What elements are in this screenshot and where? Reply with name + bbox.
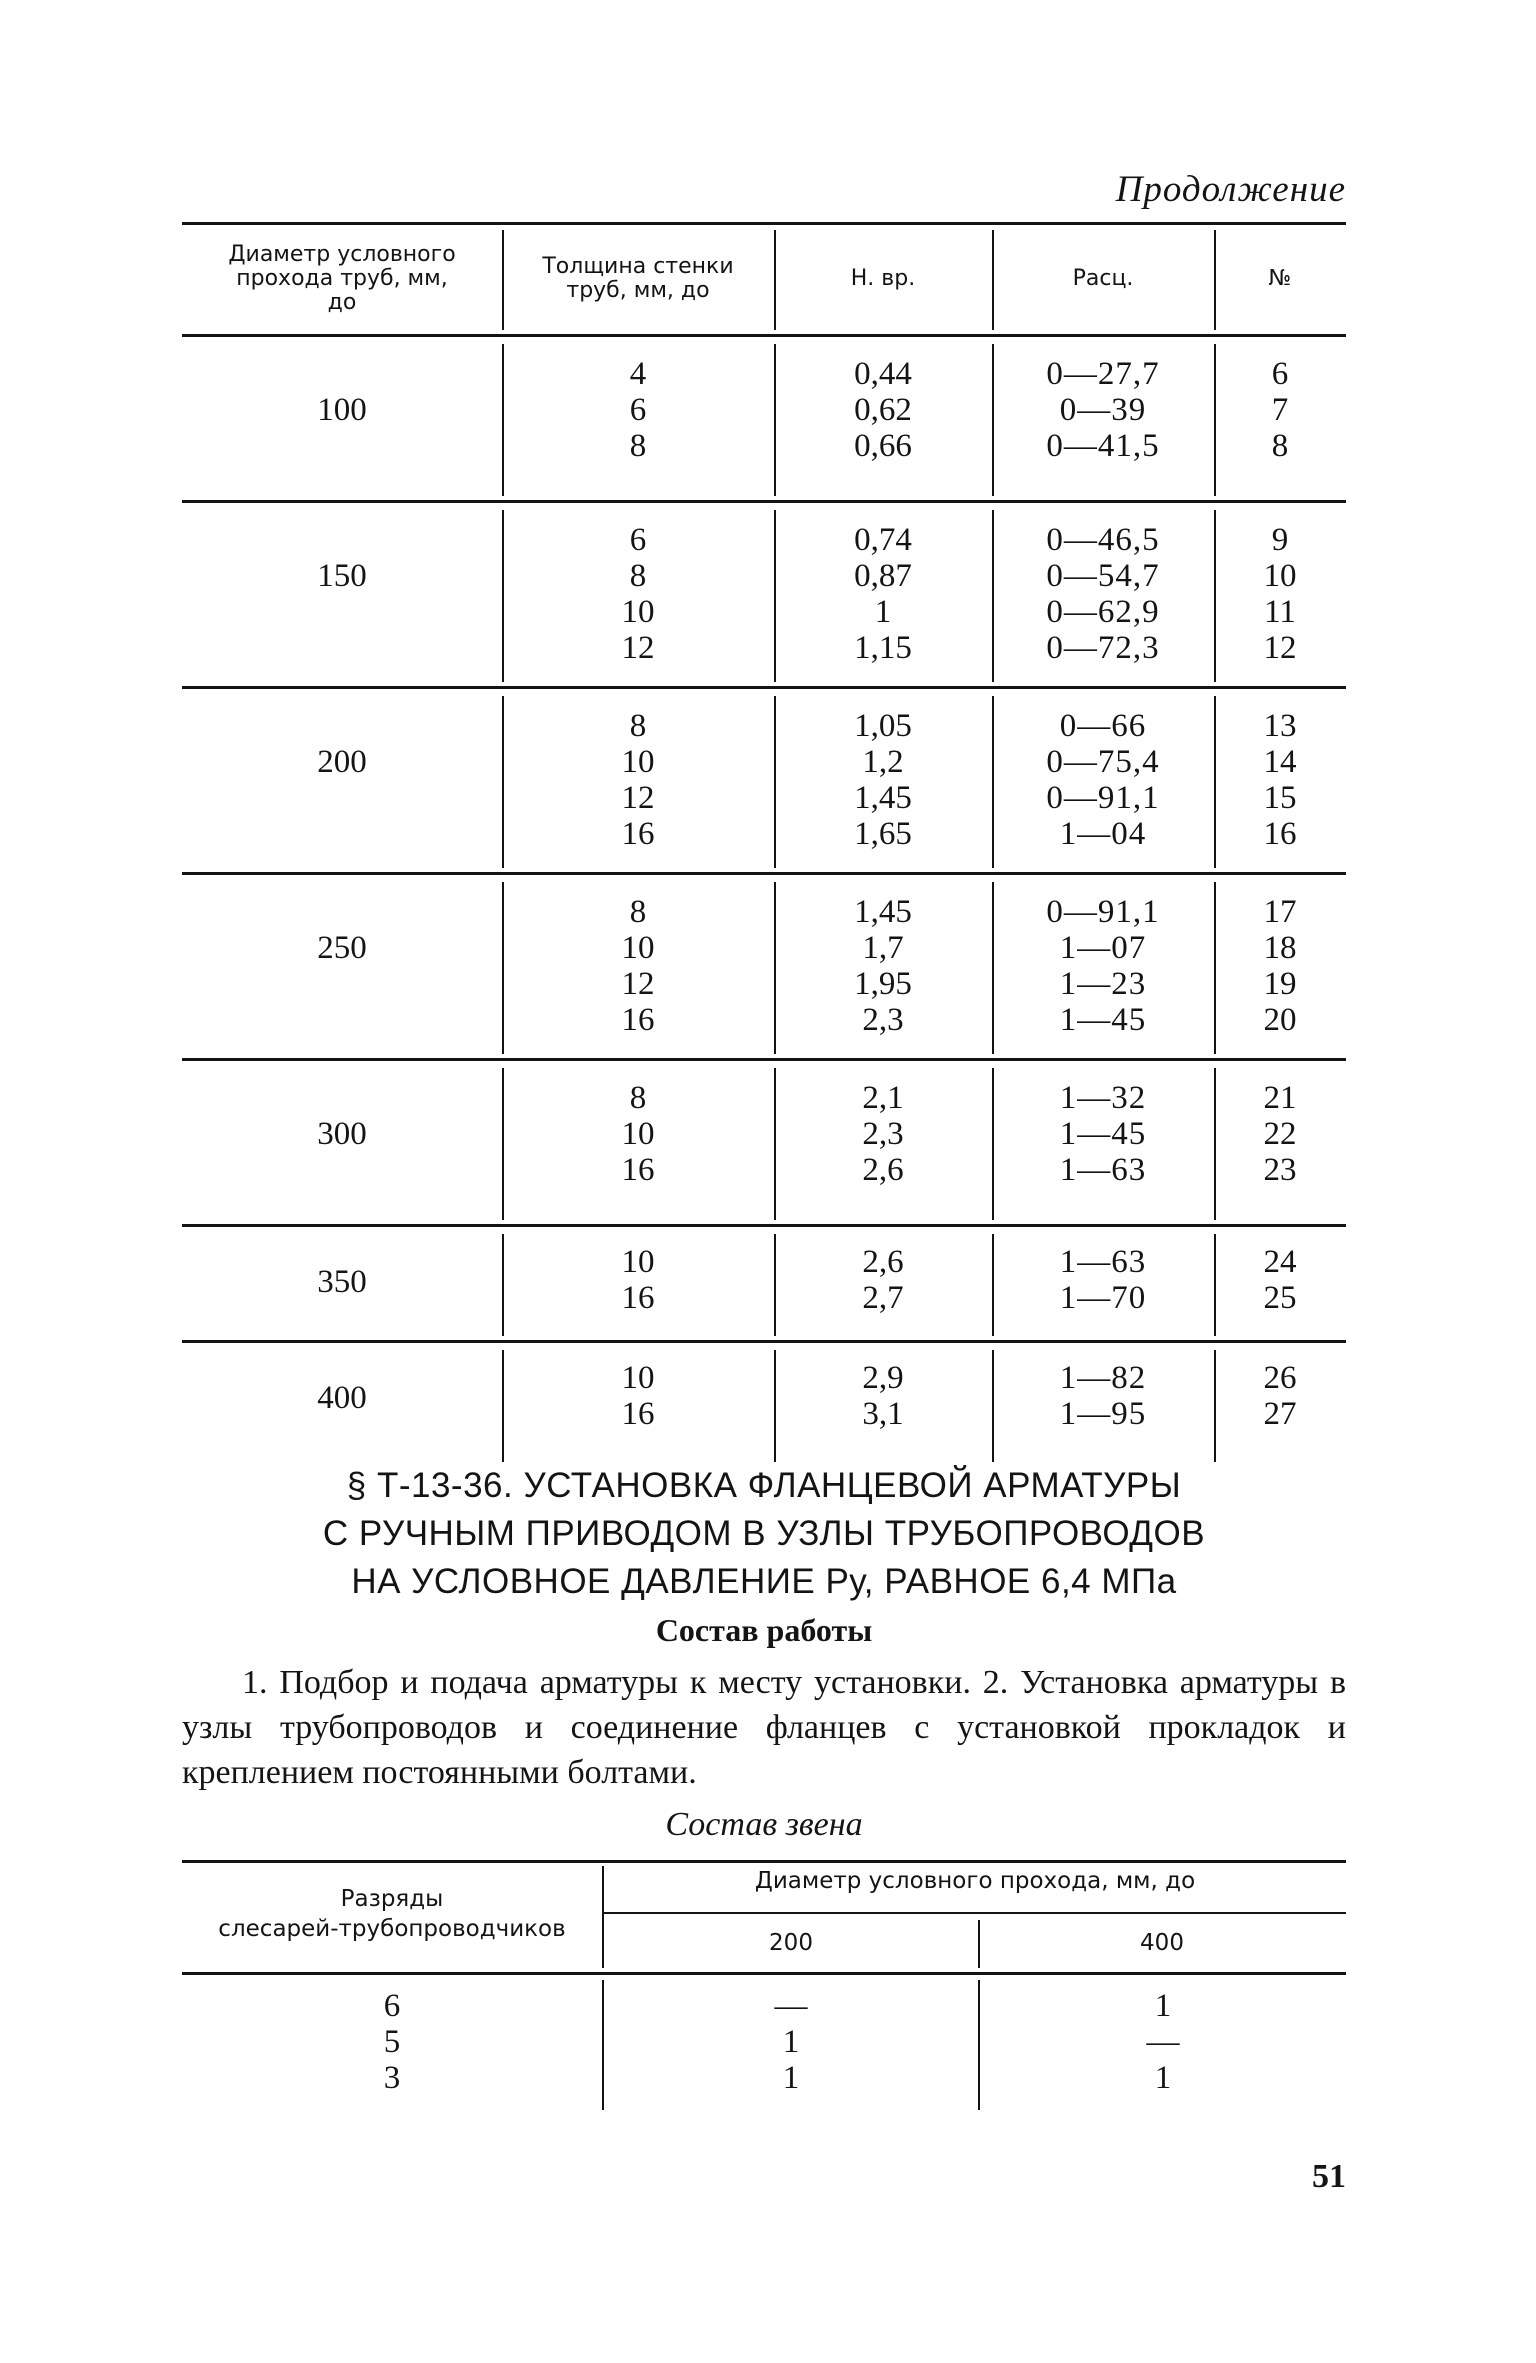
column-divider [502,1068,504,1220]
header-divider [992,230,994,330]
header-norm: Н. вр. [850,266,916,291]
row-thickness: 8 10 12 16 [621,894,655,1038]
header-divider [774,230,776,330]
row-number: 13 14 15 16 [1263,708,1297,852]
row-diameter: 200 [317,744,367,780]
row-rate: 0—66 0—75,4 0—91,1 1—04 [1046,708,1160,852]
column-divider [602,1866,604,1968]
header-number: № [1268,266,1292,291]
column-divider [992,1350,994,1462]
column-divider [1214,1068,1216,1220]
column-divider [992,510,994,682]
column-divider [774,1234,776,1336]
column-divider [992,1068,994,1220]
row-diameter: 350 [317,1264,367,1300]
row-thickness: 8 10 12 16 [621,708,655,852]
column-divider [992,1234,994,1336]
column-divider [1214,344,1216,496]
row-separator [182,334,1346,337]
table-header [182,225,1346,333]
row-separator [182,1340,1346,1343]
column-divider [502,1350,504,1462]
column-divider [502,510,504,682]
row-separator [182,1224,1346,1227]
table-row-group [182,686,1346,872]
row-separator [182,872,1346,875]
column-divider [774,344,776,496]
crew-table [182,1860,1346,2120]
column-divider [502,696,504,868]
header-divider [502,230,504,330]
header-diameter-400: 400 [1140,1930,1184,1956]
header-diameter: Диаметр условного прохода труб, мм, до [228,242,456,315]
work-heading: Состав работы [655,1612,873,1648]
row-thickness: 6 8 10 12 [621,522,655,666]
row-diameter: 400 [317,1380,367,1416]
row-diameter: 250 [317,930,367,966]
continued-label: Продолжение [1115,169,1346,210]
row-number: 24 25 [1263,1244,1297,1316]
header-rate: Расц. [1072,266,1134,291]
column-divider [1214,1234,1216,1336]
section-title: § Т-13-36. УСТАНОВКА ФЛАНЦЕВОЙ АРМАТУРЫ С РУЧНЫМ ПРИВОДОМ В УЗЛЫ ТРУБОПРОВОДОВ НА УСЛОВНОЕ ДАВЛЕНИЕ Pу, РАВНОЕ 6,4 МПа [322,1466,1206,1601]
page-number: 51 [1312,2158,1346,2195]
column-divider [992,696,994,868]
row-number: 21 22 23 [1263,1080,1297,1188]
table-row-group [182,1058,1346,1224]
row-rate: 1—32 1—45 1—63 [1059,1080,1147,1188]
header-thickness: Толщина стенки труб, мм, до [542,254,734,303]
row-number: 17 18 19 20 [1263,894,1297,1038]
column-divider [774,1068,776,1220]
crew-count-200: — 1 1 [774,1988,808,2096]
crew-count-400: 1 — 1 [1146,1988,1180,2096]
header-diameter-200: 200 [769,1930,813,1956]
row-norm: 0,44 0,62 0,66 [854,356,912,464]
column-divider [774,696,776,868]
column-divider [1214,696,1216,868]
row-number: 6 7 8 [1271,356,1289,464]
column-divider [774,882,776,1054]
header-grade: Разряды слесарей-трубопроводчиков [218,1886,566,1942]
row-thickness: 10 16 [621,1360,655,1432]
row-norm: 2,9 3,1 [862,1360,904,1432]
column-divider [992,882,994,1054]
table-row-group [182,1224,1346,1340]
header-divider [1214,230,1216,330]
row-separator [182,686,1346,689]
row-diameter: 100 [317,392,367,428]
row-norm: 2,6 2,7 [862,1244,904,1316]
row-separator [182,1058,1346,1061]
header-subrule [604,1912,1346,1914]
column-divider [502,344,504,496]
row-diameter: 300 [317,1116,367,1152]
row-separator [182,500,1346,503]
row-thickness: 4 6 8 [629,356,647,464]
row-diameter: 150 [317,558,367,594]
column-divider [978,1920,980,1968]
row-rate: 0—27,7 0—39 0—41,5 [1046,356,1160,464]
column-divider [1214,882,1216,1054]
table-row-group [182,872,1346,1058]
column-divider [1214,1350,1216,1462]
column-divider [992,344,994,496]
column-divider [774,510,776,682]
crew-table-header-rule [182,1972,1346,1975]
row-rate: 1—82 1—95 [1059,1360,1147,1432]
crew-heading: Состав звена [665,1806,863,1843]
work-description: 1. Подбор и подача арматуры к месту установки. 2. Установка арматуры в узлы трубопроводов и соединение фланцев с установкой прокладок и креплением постоянными болтами. [182,1664,1346,1791]
table-row-group [182,500,1346,686]
table-row-group [182,1340,1346,1466]
row-thickness: 8 10 16 [621,1080,655,1188]
row-norm: 1,05 1,2 1,45 1,65 [854,708,912,852]
row-rate: 0—91,1 1—07 1—23 1—45 [1046,894,1160,1038]
row-number: 26 27 [1263,1360,1297,1432]
row-norm: 0,74 0,87 1 1,15 [854,522,912,666]
column-divider [502,882,504,1054]
row-number: 9 10 11 12 [1263,522,1297,666]
crew-grades: 6 5 3 [383,1988,401,2096]
column-divider [502,1234,504,1336]
row-rate: 0—46,5 0—54,7 0—62,9 0—72,3 [1046,522,1160,666]
row-norm: 2,1 2,3 2,6 [862,1080,904,1188]
row-thickness: 10 16 [621,1244,655,1316]
row-rate: 1—63 1—70 [1059,1244,1147,1316]
column-divider [1214,510,1216,682]
table-row-group [182,334,1346,500]
row-norm: 1,45 1,7 1,95 2,3 [854,894,912,1038]
header-diameter: Диаметр условного прохода, мм, до [754,1868,1196,1894]
column-divider [774,1350,776,1462]
